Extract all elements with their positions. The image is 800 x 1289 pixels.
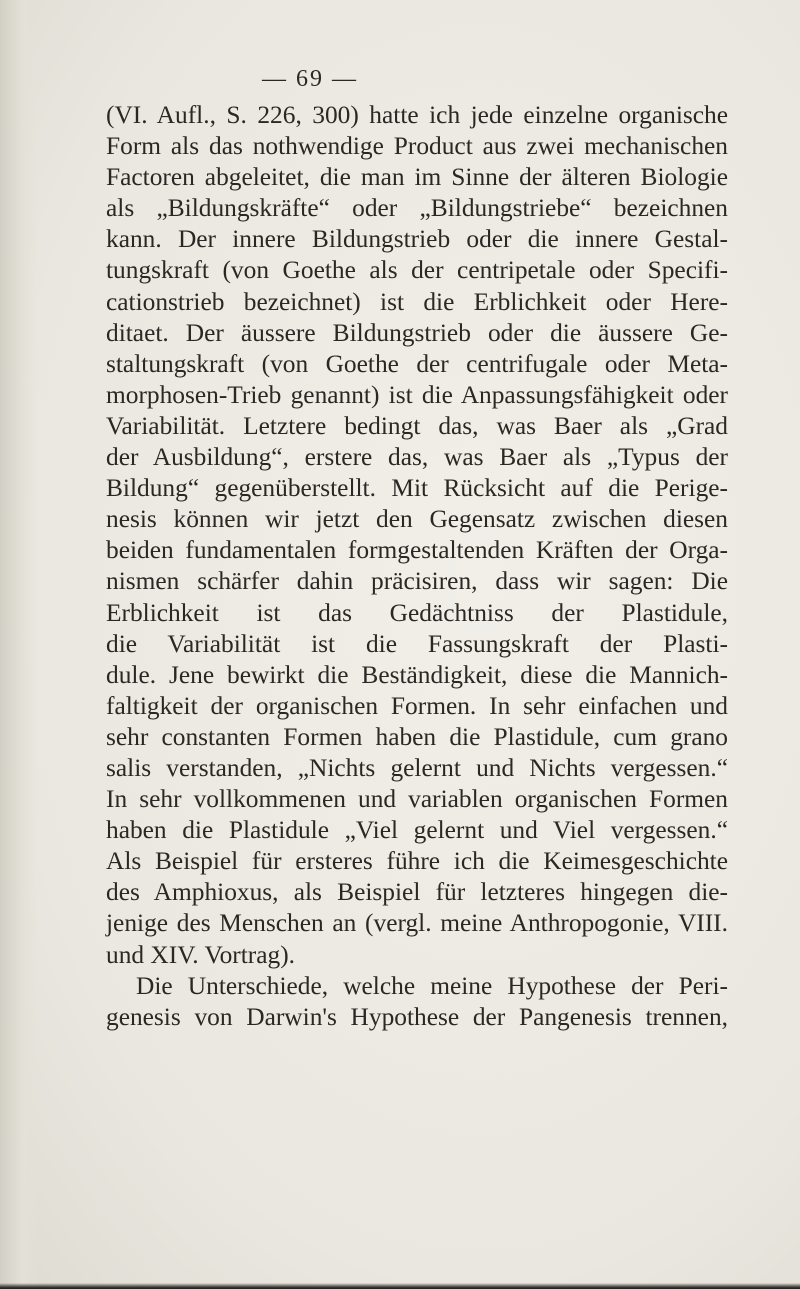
text-line: Form als das nothwendige Product aus zwei mechanischen xyxy=(106,132,728,161)
text-line: Als Beispiel für ersteres führe ich die Keimesgeschichte xyxy=(106,847,728,876)
text-line: morphosen-Trieb genannt) ist die Anpassungsfähigkeit oder xyxy=(106,380,728,409)
text-line: Die Unterschiede, welche meine Hypothese der Peri- xyxy=(136,971,728,1000)
text-line: Variabilität. Letztere bedingt das, was Baer als „Grad xyxy=(106,411,728,440)
text-line: genesis von Darwin's Hypothese der Pangenesis trennen, xyxy=(106,1002,728,1031)
text-line: nismen schärfer dahin präcisiren, dass wir sagen: Die xyxy=(106,567,728,596)
page-bottom-edge xyxy=(0,1283,800,1289)
text-line: als „Bildungskräfte“ oder „Bildungstriebe“ bezeichnen xyxy=(106,194,728,223)
page-number: — 69 — xyxy=(262,66,358,92)
page-gutter-shadow xyxy=(0,0,38,1289)
text-line: die Variabilität ist die Fassungskraft der Plasti- xyxy=(106,629,728,658)
body-text xyxy=(106,100,728,1033)
text-line: tungskraft (von Goethe als der centripetale oder Specifi- xyxy=(106,256,728,285)
text-line: Erblichkeit ist das Gedächtniss der Plastidule, xyxy=(106,598,728,627)
text-line: beiden fundamentalen formgestaltenden Kräften der Orga- xyxy=(106,536,728,565)
text-line: kann. Der innere Bildungstrieb oder die innere Gestal- xyxy=(106,225,728,254)
text-line: des Amphioxus, als Beispiel für letzteres hingegen die- xyxy=(106,878,728,907)
text-line: In sehr vollkommenen und variablen organischen Formen xyxy=(106,785,728,814)
text-line: nesis können wir jetzt den Gegensatz zwischen diesen xyxy=(106,505,728,534)
text-line: ditaet. Der äussere Bildungstrieb oder die äussere Ge- xyxy=(106,318,728,347)
text-line: Factoren abgeleitet, die man im Sinne der älteren Biologie xyxy=(106,163,728,192)
text-line: Bildung“ gegenüberstellt. Mit Rücksicht auf die Perige- xyxy=(106,474,728,503)
text-line: jenige des Menschen an (vergl. meine Anthropogonie, VIII. xyxy=(106,909,728,938)
text-line: haben die Plastidule „Viel gelernt und Viel vergessen.“ xyxy=(106,816,728,845)
text-line: cationstrieb bezeichnet) ist die Erblichkeit oder Here- xyxy=(106,287,728,316)
text-line: staltungskraft (von Goethe der centrifugale oder Meta- xyxy=(106,349,728,378)
text-line: sehr constanten Formen haben die Plastidule, cum grano xyxy=(106,722,728,751)
text-line: salis verstanden, „Nichts gelernt und Nichts vergessen.“ xyxy=(106,753,728,782)
text-line: der Ausbildung“, erstere das, was Baer als „Typus der xyxy=(106,443,728,472)
text-line: und XIV. Vortrag). xyxy=(106,940,296,969)
text-line: faltigkeit der organischen Formen. In sehr einfachen und xyxy=(106,691,728,720)
text-line: dule. Jene bewirkt die Beständigkeit, diese die Mannich- xyxy=(106,660,728,689)
text-line: (VI. Aufl., S. 226, 300) hatte ich jede einzelne organische xyxy=(106,101,728,129)
